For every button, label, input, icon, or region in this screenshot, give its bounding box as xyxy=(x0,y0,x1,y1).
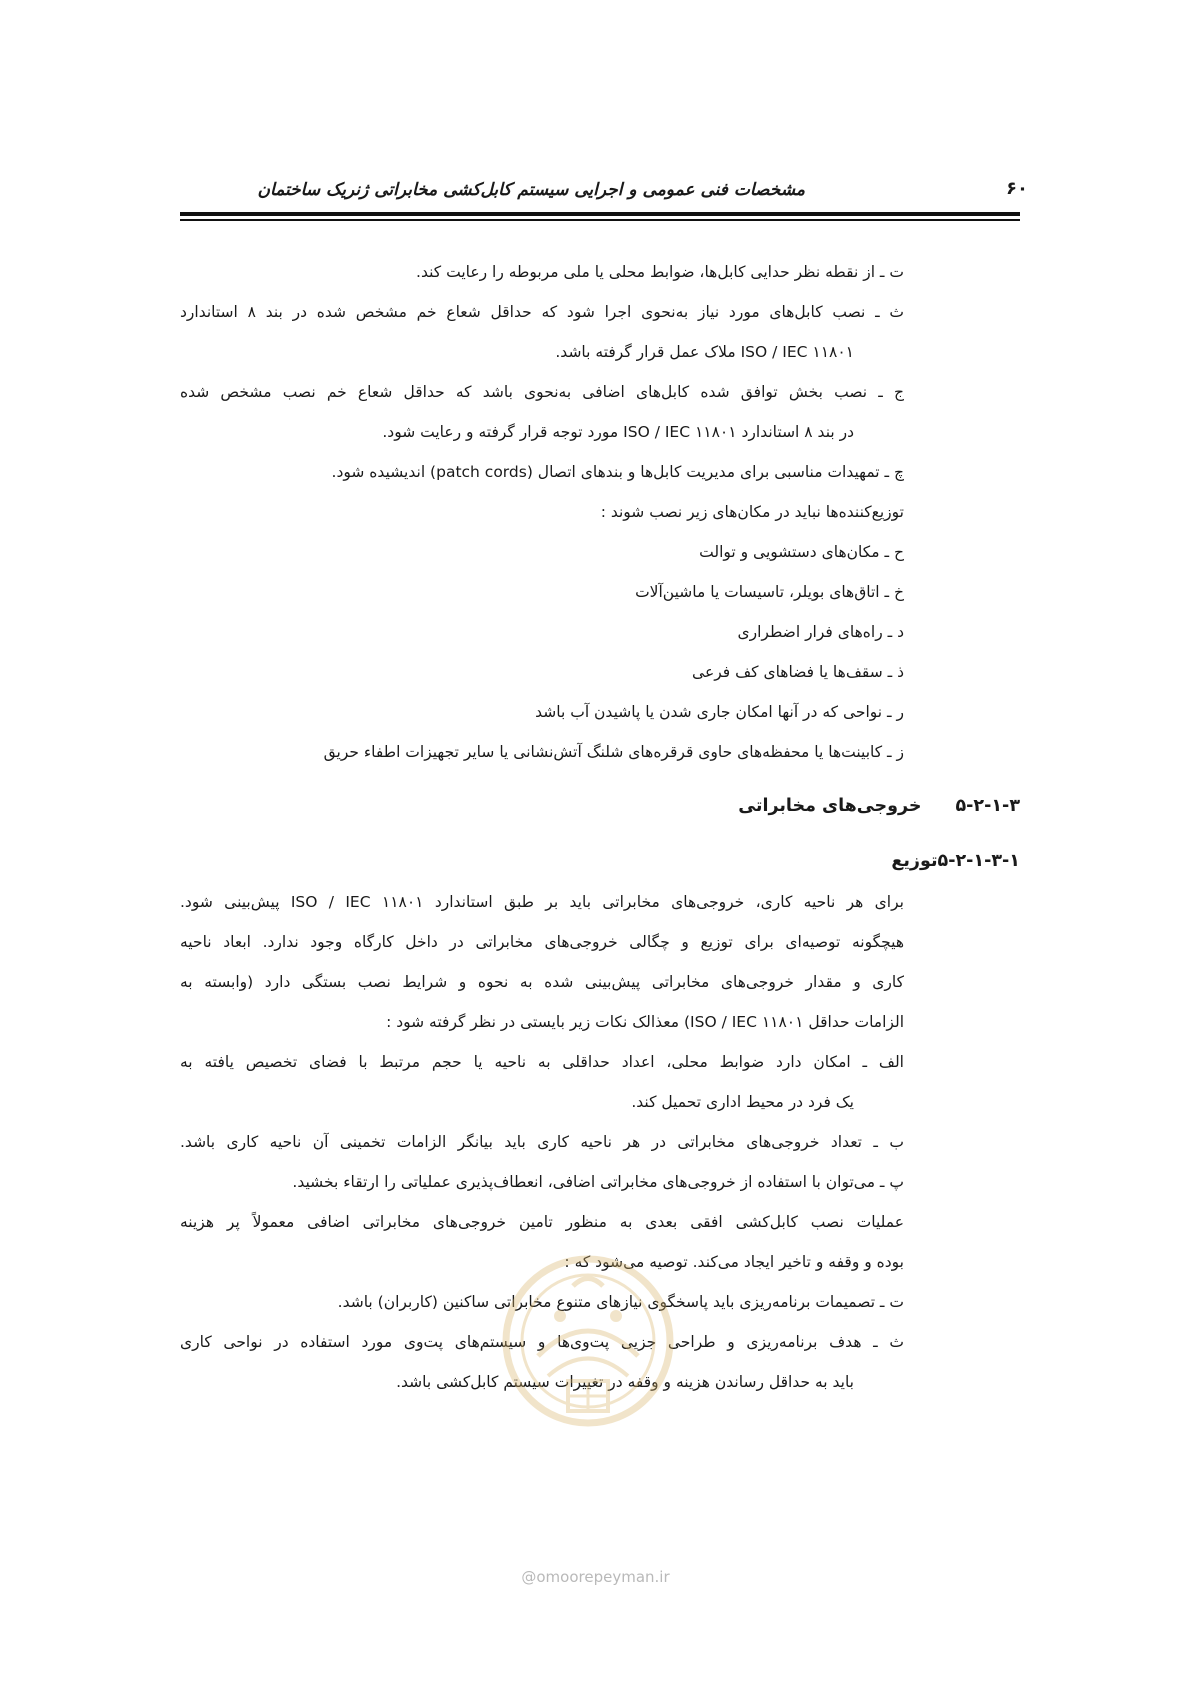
header-rule-thick xyxy=(180,212,1020,216)
text-line: ISO / IEC ۱۱۸۰۱ ملاک عمل قرار گرفته باشد. xyxy=(555,343,854,361)
text-line: کاری و مقدار خروجی‌های مخابراتی پیش‌بینی شده به نحوه و شرایط نصب بستگی دارد (وابسته به xyxy=(180,973,904,991)
page-number: ۶۰ xyxy=(1006,178,1028,199)
text-line: توزیع‌کننده‌ها نباید در مکان‌های زیر نصب شوند : xyxy=(600,503,904,521)
text-line: ث ـ نصب کابل‌های مورد نیاز به‌نحوی اجرا شود که حداقل شعاع خم مشخص شده در بند ۸ استاندارد xyxy=(180,303,904,321)
text-line: عملیات نصب کابل‌کشی افقی بعدی به منظور تامین خروجی‌های مخابراتی اضافی معمولاً پر هزینه xyxy=(180,1213,904,1231)
text-line: ج ـ نصب بخش توافق شده کابل‌های اضافی به‌نحوی باشد که حداقل شعاع خم نصب مشخص شده xyxy=(180,383,904,401)
text-line: بوده و وقفه و تاخیر ایجاد می‌کند. توصیه می‌شود که : xyxy=(564,1253,904,1271)
body-text xyxy=(180,252,1020,1402)
text-line: در بند ۸ استاندارد ISO / IEC ۱۱۸۰۱ مورد توجه قرار گرفته و رعایت شود. xyxy=(382,423,854,441)
text-line: ث ـ هدف برنامه‌ریزی و طراحی جزیی پت‌وی‌ها و سیستم‌های پت‌وی مورد استفاده در نواحی کاری xyxy=(180,1333,904,1351)
section-title: خروجی‌های مخابراتی xyxy=(738,796,922,816)
subsection-heading: ۵-۲-۱-۳-۱توزیع xyxy=(891,851,1020,871)
text-line: چ ـ تمهیدات مناسبی برای مدیریت کابل‌ها و بندهای اتصال (patch cords) اندیشیده شود. xyxy=(331,463,904,481)
text-line: خ ـ اتاق‌های بویلر، تاسیسات یا ماشین‌آلات xyxy=(635,583,904,601)
text-line: هیچگونه توصیه‌ای برای توزیع و چگالی خروجی‌های مخابراتی در داخل کارگاه وجود ندارد. ابعاد ناحیه xyxy=(180,933,904,951)
running-title: مشخصات فنی عمومی و اجرایی سیستم کابل‌کشی مخابراتی ژنریک ساختمان xyxy=(257,180,805,200)
text-line: پ ـ می‌توان با استفاده از خروجی‌های مخابراتی اضافی، انعطاف‌پذیری عملیاتی را ارتقاء بخشید. xyxy=(292,1173,904,1191)
running-header xyxy=(180,176,1028,210)
watermark-site: @omoorepeyman.ir xyxy=(521,1568,670,1586)
section-heading xyxy=(180,782,1020,830)
section-number: ۵-۲-۱-۳ xyxy=(955,796,1020,816)
text-line: برای هر ناحیه کاری، خروجی‌های مخابراتی باید بر طبق استاندارد ISO / IEC ۱۱۸۰۱ پیش‌بینی شود. xyxy=(180,893,904,911)
text-line: ت ـ تصمیمات برنامه‌ریزی باید پاسخگوی نیازهای متنوع مخابراتی ساکنین (کاربران) باشد. xyxy=(337,1293,904,1311)
text-line: الزامات حداقل ISO / IEC ۱۱۸۰۱) معذالک نکات زیر بایستی در نظر گرفته شود : xyxy=(386,1013,904,1031)
text-line: ت ـ از نقطه نظر حدایی کابل‌ها، ضوابط محلی یا ملی مربوطه را رعایت کند. xyxy=(416,263,904,281)
text-line: ح ـ مکان‌های دستشویی و توالت xyxy=(699,543,904,561)
text-line: باید به حداقل رساندن هزینه و وقفه در تغییرات سیستم کابل‌کشی باشد. xyxy=(396,1373,854,1391)
watermark-seal-icon xyxy=(498,1246,678,1436)
text-line: یک فرد در محیط اداری تحمیل کند. xyxy=(631,1093,854,1111)
header-rule-thin xyxy=(180,219,1020,221)
text-line: ر ـ نواحی که در آنها امکان جاری شدن یا پاشیدن آب باشد xyxy=(535,703,904,721)
text-line: ذ ـ سقف‌ها یا فضاهای کف فرعی xyxy=(692,663,904,681)
text-line: ب ـ تعداد خروجی‌های مخابراتی در هر ناحیه کاری باید بیانگر الزامات تخمینی آن ناحیه کاری باشد. xyxy=(180,1133,904,1151)
text-line: ز ـ کابینت‌ها یا محفظه‌های حاوی قرقره‌های شلنگ آتش‌نشانی یا سایر تجهیزات اطفاء حریق xyxy=(323,743,904,761)
text-line: الف ـ امکان دارد ضوابط محلی، اعداد حداقلی به ناحیه یا حجم مرتبط با فضای تخصیص یافته به xyxy=(180,1053,904,1071)
text-line: د ـ راه‌های فرار اضطراری xyxy=(737,623,904,641)
